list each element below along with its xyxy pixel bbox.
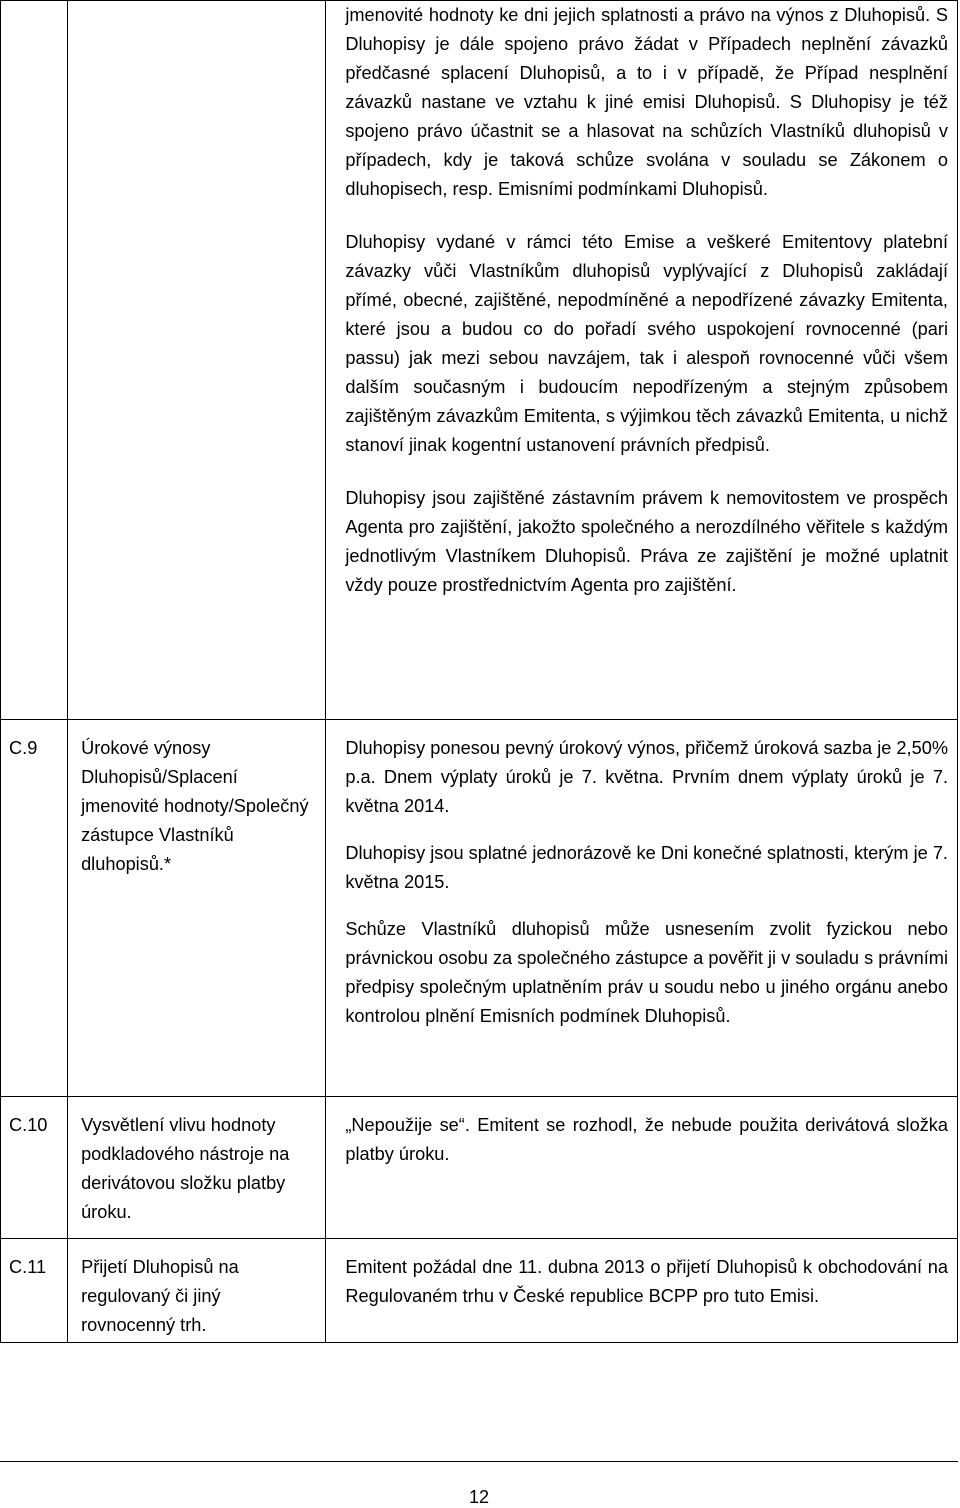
row-code: C.9 (1, 720, 68, 1097)
row-content (326, 1, 958, 720)
page-number: 12 (468, 1487, 490, 1507)
row-label (68, 1, 326, 720)
paragraph: Dluhopisy jsou splatné jednorázově ke Dni konečné splatnosti, kterým je 7. května 2015. (345, 843, 948, 892)
row-content (326, 720, 958, 1097)
row-label: Vysvětlení vlivu hodnoty podkladového nástroje na derivátovou složku platby úroku. (68, 1097, 326, 1239)
row-content (326, 1239, 958, 1343)
paragraph: Emitent požádal dne 11. dubna 2013 o přijetí Dluhopisů k obchodování na Regulovaném trhu v České republice BCPP pro tuto Emisi. (345, 1257, 948, 1306)
paragraph: Dluhopisy vydané v rámci této Emise a veškeré Emitentovy platební závazky vůči Vlastníkům dluhopisů vyplývající z Dluhopisů zakládají přímé, obecné, zajištěné, nepodmíněné a nepodřízené závazky Emitenta, které jsou a budou co do pořadí svého uspokojení rovnocenné (pari passu) jak mezi sebou navzájem, tak i alespoň rovnocenné vůči všem dalším současným i budoucím nepodřízeným a stejným způsobem zajištěným závazkům Emitenta, s výjimkou těch závazků Emitenta, u nichž stanoví jinak kogentní ustanovení právních předpisů. (345, 232, 948, 455)
row-label: Úrokové výnosy Dluhopisů/Splacení jmenovité hodnoty/Společný zástupce Vlastníků dluhopisů.* (68, 720, 326, 1097)
row-code (1, 1, 68, 720)
table-row (1, 1239, 958, 1343)
row-code: C.10 (1, 1097, 68, 1239)
table-row (1, 720, 958, 1097)
table-row (1, 1097, 958, 1239)
paragraph: Dluhopisy ponesou pevný úrokový výnos, přičemž úroková sazba je 2,50% p.a. Dnem výplaty úroků je 7. května. Prvním dnem výplaty úroků je 7. května 2014. (345, 738, 948, 816)
footer-divider (0, 1461, 958, 1462)
paragraph: jmenovité hodnoty ke dni jejich splatnosti a právo na výnos z Dluhopisů. S Dluhopisy je dále spojeno právo žádat v Případech neplnění závazků předčasné splacení Dluhopisů, a to i v případě, že Případ nesplnění závazků nastane ve vztahu k jiné emisi Dluhopisů. S Dluhopisy je též spojeno právo účastnit se a hlasovat na schůzích Vlastníků dluhopisů v případech, kdy je taková schůze svolána v souladu se Zákonem o dluhopisech, resp. Emisními podmínkami Dluhopisů. (345, 5, 948, 199)
paragraph: Schůze Vlastníků dluhopisů může usnesením zvolit fyzickou nebo právnickou osobu za společného zástupce a pověřit ji v souladu s právními předpisy společným uplatněním práv u soudu nebo u jiného orgánu anebo kontrolou plnění Emisních podmínek Dluhopisů. (345, 919, 948, 1026)
table-row (1, 1, 958, 720)
row-content (326, 1097, 958, 1239)
row-label: Přijetí Dluhopisů na regulovaný či jiný rovnocenný trh. (68, 1239, 326, 1343)
paragraph: Dluhopisy jsou zajištěné zástavním právem k nemovitostem ve prospěch Agenta pro zajištění, jakožto společného a nerozdílného věřitele s každým jednotlivým Vlastníkem Dluhopisů. Práva ze zajištění je možné uplatnit vždy pouze prostřednictvím Agenta pro zajištění. (345, 488, 948, 595)
row-code: C.11 (1, 1239, 68, 1343)
paragraph: „Nepoužije se“. Emitent se rozhodl, že nebude použita derivátová složka platby úroku. (345, 1115, 948, 1164)
